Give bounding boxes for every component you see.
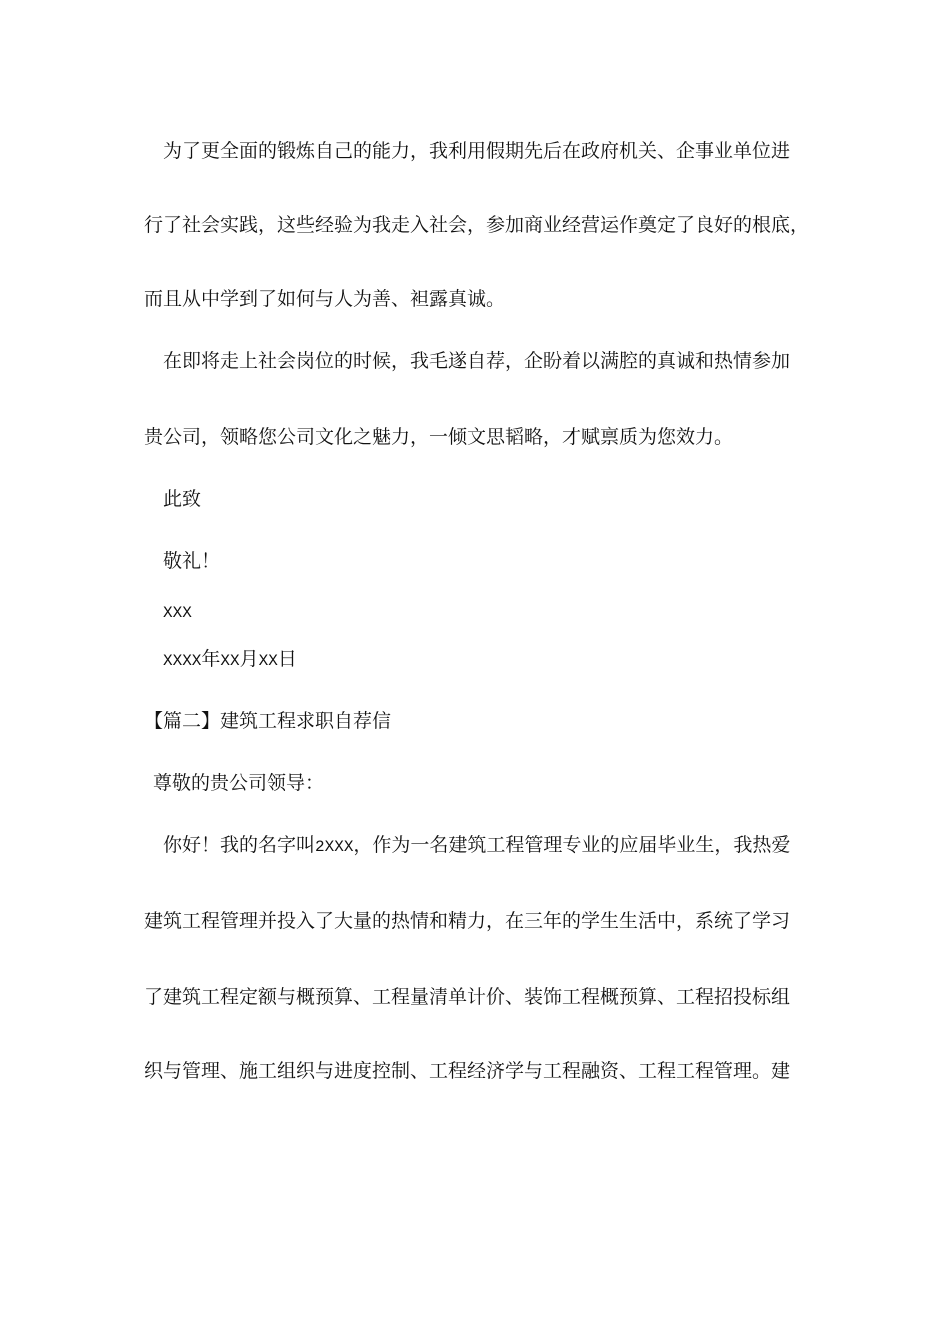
applicant-name: 2XXX [315,838,354,856]
date-day: XX [258,652,278,670]
date-month-char: 月 [239,648,259,670]
date-day-char: 日 [277,648,297,670]
paragraph-2-line-2: 贵公司，领略您公司文化之魅力，一倾文思韬略，才赋禀质为您效力。 [144,426,734,448]
paragraph-1-line-2: 行了社会实践，这些经验为我走入社会，参加商业经营运作奠定了良好的根底， [144,214,810,236]
salutation: 尊敬的贵公司领导： [153,772,325,794]
section-heading: 【篇二】建筑工程求职自荐信 [144,710,392,732]
paragraph-3-line-1-start: 你好！我的名字叫 [144,834,316,856]
paragraph-1-line-3: 而且从中学到了如何与人为善、袒露真诚。 [144,288,506,310]
paragraph-3-line-4: 织与管理、施工组织与进度控制、工程经济学与工程融资、工程工程管理。建 [144,1060,791,1082]
signature-name: XXX [163,604,192,622]
paragraph-3-line-2: 建筑工程管理并投入了大量的热情和精力，在三年的学生生活中，系统了学习 [144,910,791,932]
date-line [163,646,297,674]
date-year: XXXX [163,652,202,670]
date-month: XX [220,652,240,670]
paragraph-3-line-1-end: ，作为一名建筑工程管理专业的应届毕业生，我热爱 [353,834,791,856]
paragraph-1-line-1: 为了更全面的锻炼自己的能力，我利用假期先后在政府机关、企事业单位进 [144,140,791,162]
closing-ci-zhi: 此致 [144,488,202,510]
closing-jing-li: 敬礼！ [144,550,221,572]
paragraph-3-line-3: 了建筑工程定额与概预算、工程量清单计价、装饰工程概预算、工程招投标组 [144,986,791,1008]
paragraph-2-line-1: 在即将走上社会岗位的时候，我毛遂自荐，企盼着以满腔的真诚和热情参加 [144,350,791,372]
date-year-char: 年 [201,648,221,670]
paragraph-3-line-1 [144,832,790,860]
signature [163,598,192,626]
